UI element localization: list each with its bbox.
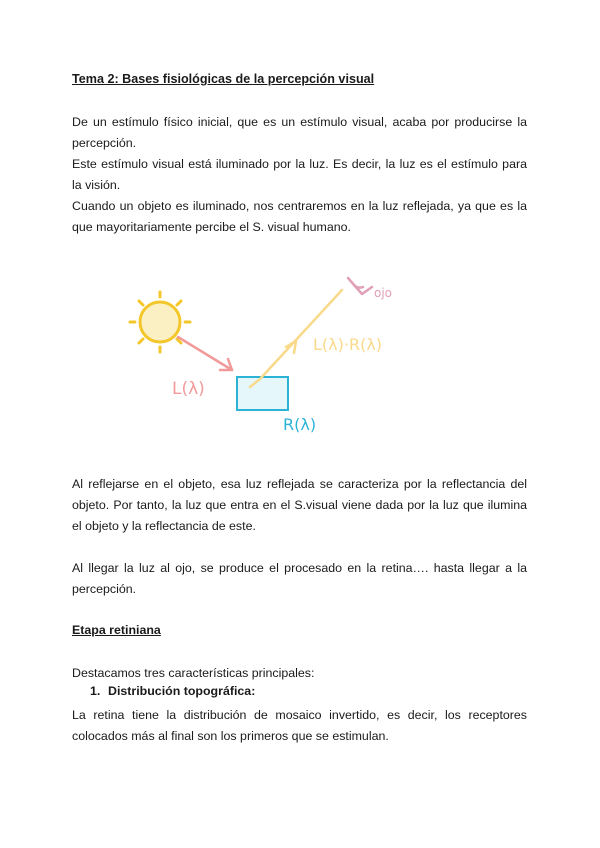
reflectance-label: R(λ) xyxy=(283,415,317,434)
sun-icon xyxy=(130,292,190,352)
reflection-paragraph: Al reflejarse en el objeto, esa luz reflejada se caracteriza por la reflectancia del objeto. Por tanto, la luz que entra en el S.visual viene dada por la luz que ilumina el objeto y la reflectancia de este. xyxy=(72,477,527,533)
light-reflection-diagram xyxy=(110,270,430,440)
intro-paragraph-3: Cuando un objeto es iluminado, nos centraremos en la luz reflejada, ya que es la que mayoritariamente percibe el S. visual humano. xyxy=(72,199,527,234)
eye-label: ojo xyxy=(374,286,393,300)
intro-paragraphs xyxy=(72,112,527,238)
reflected-light-label: L(λ)·R(λ) xyxy=(313,335,383,354)
intro-paragraph-1: De un estímulo físico inicial, que es un estímulo visual, acaba por producirse la percepción. xyxy=(72,115,527,150)
final-paragraph: La retina tiene la distribución de mosaico invertido, es decir, los receptores colocados más al final son los primeros que se estimulan. xyxy=(72,708,527,743)
section-intro: Destacamos tres características principales: xyxy=(72,666,315,680)
list-item xyxy=(90,684,255,698)
eye-icon xyxy=(348,278,372,294)
list-item-number: 1. xyxy=(90,684,101,698)
list-item-label: Distribución topográfica: xyxy=(108,684,256,698)
intro-paragraph-2: Este estímulo visual está iluminado por la luz. Es decir, la luz es el estímulo para la visión. xyxy=(72,157,527,192)
incident-light-arrow xyxy=(178,337,232,370)
page-title: Tema 2: Bases fisiológicas de la percepción visual xyxy=(72,72,375,86)
eye-paragraph: Al llegar la luz al ojo, se produce el procesado en la retina…. hasta llegar a la percepción. xyxy=(72,561,527,596)
object-box xyxy=(237,377,288,410)
section-title: Etapa retiniana xyxy=(72,623,161,637)
incident-light-label: L(λ) xyxy=(172,379,205,399)
